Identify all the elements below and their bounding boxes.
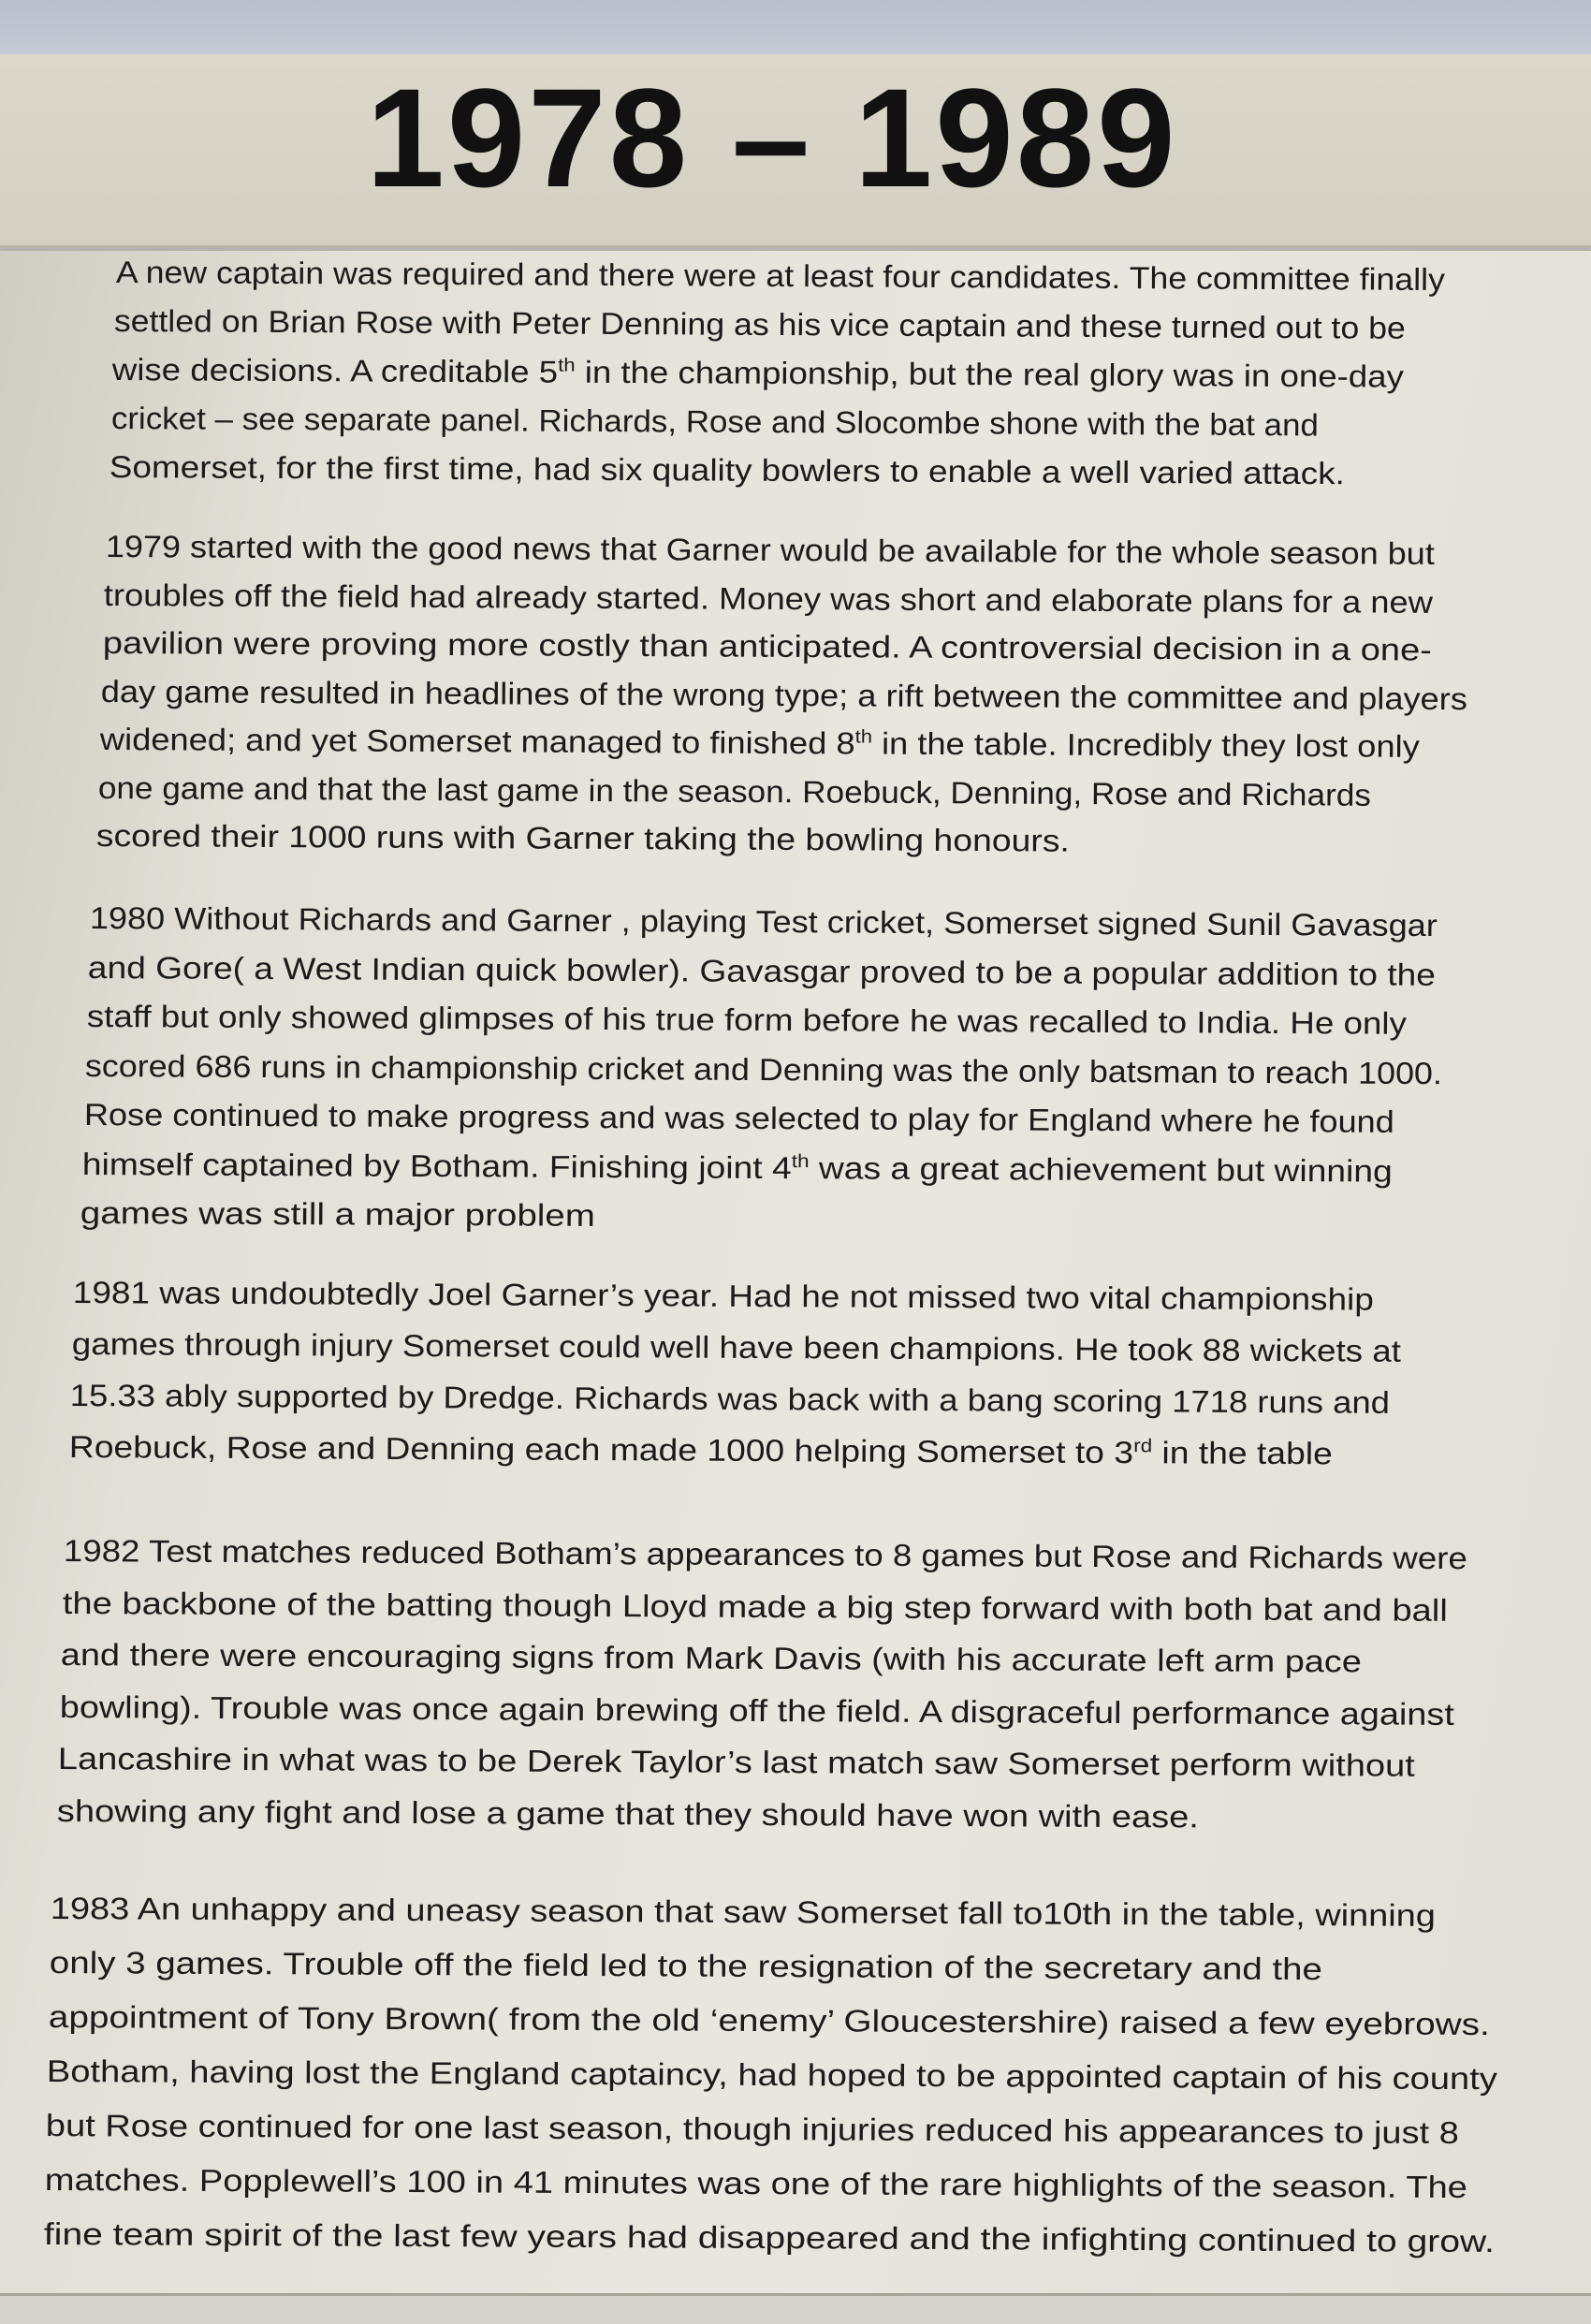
- text-run: 1980 Without Richards and Garner , playing Test cricket, Somerset signed Sunil Gavasgar: [89, 900, 1438, 943]
- text-run: Somerset, for the first time, had six quality bowlers to enable a well varied attack.: [109, 449, 1345, 491]
- text-run: cricket – see separate panel. Richards, Rose and Slocombe shone with the bat and: [110, 401, 1319, 443]
- paragraph-2-line-5: [99, 724, 1419, 762]
- ordinal-suffix: th: [558, 355, 577, 376]
- paragraph-3-line-4: [84, 1047, 1443, 1090]
- text-run: in the table: [1151, 1435, 1333, 1471]
- paragraph-1-line-1: [115, 255, 1446, 298]
- paragraph-6-line-2: [49, 1945, 1322, 1987]
- text-run: himself captained by Botham. Finishing joint 4: [81, 1146, 792, 1185]
- text-run: 1982 Test matches reduced Botham’s appearances to 8 games but Rose and Richards were: [63, 1533, 1467, 1576]
- paragraph-5-line-6: [56, 1792, 1199, 1834]
- paragraph-1-line-2: [114, 305, 1406, 343]
- paragraph-3-line-6: [82, 1148, 1393, 1187]
- text-run: the backbone of the batting though Lloyd made a big step forward with both bat and ball: [62, 1585, 1448, 1628]
- paragraph-1-line-4: [110, 401, 1319, 443]
- text-run: in the championship, but the real glory was in one-day: [575, 354, 1405, 394]
- paragraph-1-line-3: [112, 354, 1404, 392]
- paragraph-5-line-5: [58, 1743, 1415, 1781]
- paragraph-3-line-3: [87, 1001, 1407, 1039]
- paragraph-3-line-1: [90, 902, 1438, 941]
- paragraph-6-line-6: [44, 2162, 1468, 2205]
- paragraph-6-line-3: [48, 1999, 1490, 2042]
- text-run: settled on Brian Rose with Peter Denning as his vice captain and these turned out to be: [113, 303, 1407, 345]
- text-run: appointment of Tony Brown( from the old ‘enemy’ Gloucestershire) raised a few eyebrows.: [48, 1999, 1490, 2042]
- paragraph-4-line-1: [73, 1277, 1374, 1315]
- text-run: scored 686 runs in championship cricket and Denning was the only batsman to reach 1000.: [84, 1047, 1443, 1090]
- paragraph-4-line-3: [70, 1380, 1390, 1418]
- paragraph-5-line-3: [60, 1637, 1362, 1679]
- paragraph-4-line-2: [71, 1328, 1400, 1367]
- text-run: but Rose continued for one last season, though injuries reduced his appearances to just 8: [45, 2108, 1460, 2151]
- text-run: and there were encouraging signs from Mark Davis (with his accurate left arm pace: [60, 1637, 1362, 1679]
- paragraph-5-line-2: [62, 1587, 1447, 1626]
- paragraph-2-line-2: [104, 579, 1433, 618]
- paragraph-6-line-4: [47, 2054, 1498, 2097]
- paragraph-2-line-1: [106, 531, 1435, 569]
- top-background-strip: [0, 0, 1591, 58]
- text-run: showing any fight and lose a game that they should have won with ease.: [56, 1792, 1199, 1834]
- paragraph-3-line-5: [83, 1099, 1394, 1137]
- text-run: 1983 An unhappy and uneasy season that saw Somerset fall to10th in the table, winning: [50, 1891, 1437, 1933]
- text-run: staff but only showed glimpses of his true form before he was recalled to India. He only: [86, 999, 1407, 1041]
- text-run: wise decisions. A creditable 5: [112, 352, 559, 389]
- text-run: troubles off the field had already started. Money was short and elaborate plans for a new: [104, 577, 1434, 620]
- text-run: Botham, having lost the England captaincy, had hoped to be appointed captain of his county: [47, 2054, 1498, 2097]
- text-run: 15.33 ably supported by Dredge. Richards was back with a bang scoring 1718 runs and: [69, 1378, 1391, 1420]
- text-run: games was still a major problem: [80, 1195, 596, 1233]
- ordinal-suffix: th: [791, 1150, 810, 1172]
- paragraph-1-line-5: [109, 451, 1345, 489]
- text-run: matches. Popplewell’s 100 in 41 minutes was one of the rare highlights of the season. The: [44, 2162, 1468, 2205]
- paragraph-6-line-7: [44, 2218, 1495, 2257]
- paragraph-2-line-7: [96, 820, 1070, 856]
- bottom-frame-strip: [0, 2293, 1591, 2324]
- ordinal-suffix: rd: [1132, 1436, 1152, 1457]
- paragraph-3-line-7: [80, 1197, 595, 1231]
- paragraph-6-line-5: [45, 2108, 1460, 2151]
- text-run: fine team spirit of the last few years had disappeared and the infighting continued to grow.: [43, 2216, 1495, 2259]
- text-run: Rose continued to make progress and was selected to play for England where he found: [83, 1097, 1394, 1139]
- paragraph-3-line-2: [88, 949, 1437, 992]
- text-run: only 3 games. Trouble off the field led to the resignation of the secretary and the: [49, 1945, 1322, 1987]
- text-run: and Gore( a West Indian quick bowler). Gavasgar proved to be a popular addition to the: [88, 949, 1437, 992]
- text-run: pavilion were proving more costly than anticipated. A controversial decision in a one-: [102, 625, 1432, 667]
- text-run: 1979 started with the good news that Garner would be available for the whole season but: [105, 529, 1435, 571]
- paragraph-2-line-4: [100, 673, 1468, 716]
- text-run: A new captain was required and there were at least four candidates. The committee finally: [115, 255, 1446, 298]
- paragraph-5-line-4: [59, 1688, 1454, 1732]
- text-run: in the table. Incredibly they lost only: [871, 725, 1420, 764]
- text-run: Lancashire in what was to be Derek Taylor’s last match saw Somerset perform without: [57, 1741, 1415, 1783]
- page-title: 1978 – 1989: [366, 59, 1178, 216]
- paragraph-5-line-1: [63, 1533, 1467, 1576]
- text-run: bowling). Trouble was once again brewing off the field. A disgraceful performance against: [59, 1688, 1454, 1732]
- paragraph-6-line-1: [51, 1893, 1436, 1931]
- paragraph-4-line-4: [68, 1431, 1332, 1469]
- text-run: was a great achievement but winning: [809, 1149, 1393, 1189]
- text-run: scored their 1000 runs with Garner taking the bowling honours.: [96, 818, 1071, 858]
- ordinal-suffix: th: [854, 726, 872, 748]
- text-run: day game resulted in headlines of the wrong type; a rift between the committee and players: [100, 673, 1468, 716]
- paragraph-2-line-3: [103, 627, 1432, 665]
- text-run: widened; and yet Somerset managed to finished 8: [99, 722, 855, 761]
- text-run: 1981 was undoubtedly Joel Garner’s year. Had he not missed two vital championship: [72, 1275, 1374, 1317]
- text-run: games through injury Somerset could well have been champions. He took 88 wickets at: [71, 1326, 1401, 1368]
- text-run: one game and that the last game in the season. Roebuck, Denning, Rose and Richards: [97, 769, 1372, 812]
- text-run: Roebuck, Rose and Denning each made 1000 helping Somerset to 3: [68, 1429, 1133, 1470]
- paragraph-2-line-6: [97, 769, 1372, 812]
